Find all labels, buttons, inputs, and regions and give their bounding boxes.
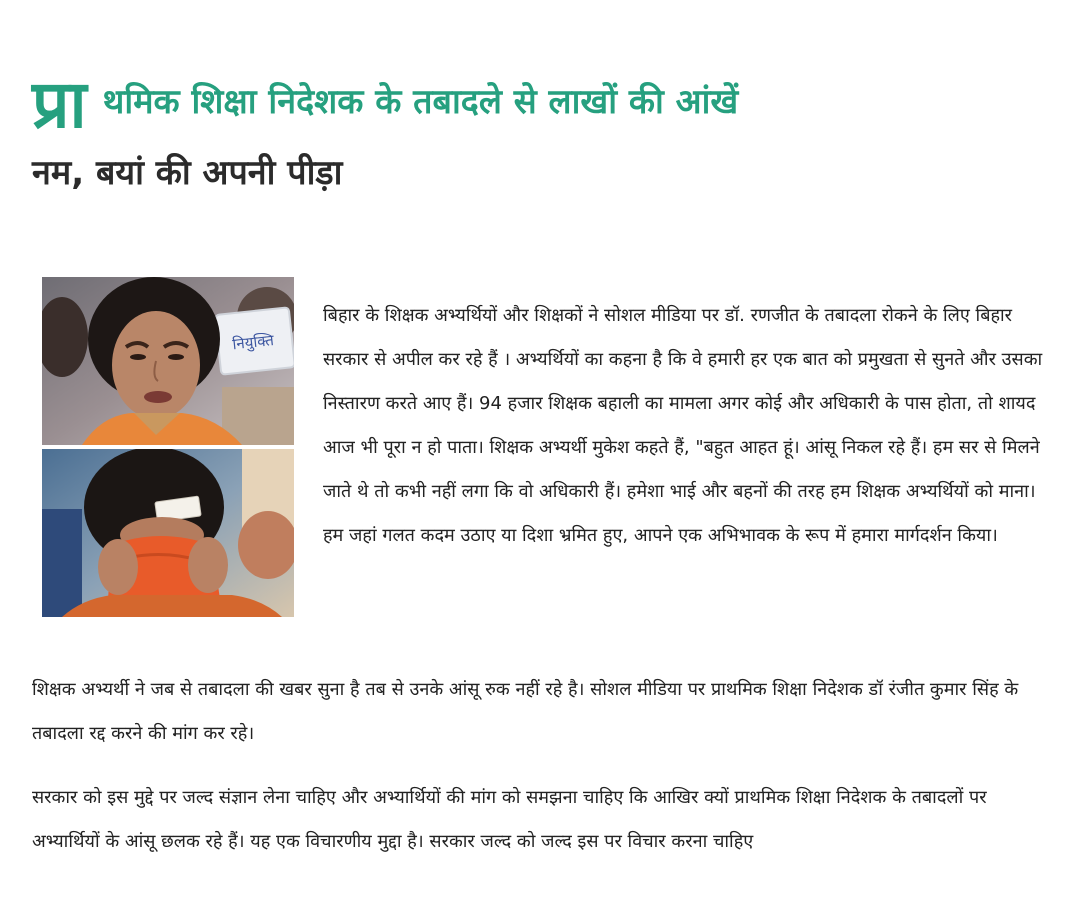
protest-sign [215,307,294,374]
article-paragraph-3: सरकार को इस मुद्दे पर जल्द संज्ञान लेना चाहिए और अभ्यार्थियों की मांग को समझना चाहिए कि आखिर क्यों प्राथमिक शिक्षा निदेशक के तबादलों पर अभ्यार्थियों के आंसू छलक रहे हैं। यह एक विचारणीय मुद्दा है। सरकार जल्द को जल्द इस पर विचार करना चाहिए [32,787,987,852]
article-headline [32,60,1052,198]
headline-first-line [32,60,1052,143]
headline-line-2: नम, बयां की अपनी पीड़ा [32,153,343,193]
headline-dropcap: प्रा [32,66,87,143]
article-paragraph-1: बिहार के शिक्षक अभ्यर्थियों और शिक्षकों ने सोशल मीडिया पर डॉ. रणजीत के तबादला रोकने के लिए बिहार सरकार से अपील कर रहे हैं । अभ्यर्थियों का कहना है कि वे हमारी हर एक बात को प्रमुखता से सुनते और उसका निस्तारण करते आए हैं। 94 हजार शिक्षक बहाली का मामला अगर कोई और अधिकारी के पास होता, तो शायद आज भी पूरा न हो पाता। शिक्षक अभ्यर्थी मुकेश कहते हैं, "बहुत आहत हूं। आंसू निकल रहे हैं। हम सर से मिलने जाते थे तो कभी नहीं लगा कि वो अधिकारी हैं। हमेशा भाई और बहनों की तरह हम शिक्षक अभ्यर्थियों को माना। हम जहां गलत कदम उठाए या दिशा भ्रमित हुए, आपने एक अभिभावक के रूप में हमारा मार्गदर्शन किया। [323,305,1043,546]
protest-sign-text: नियुक्ति [231,331,275,354]
headline-line-1: थमिक शिक्षा निदेशक के तबादले से लाखों की आंखें [102,82,739,122]
article-paragraph-2: शिक्षक अभ्यर्थी ने जब से तबादला की खबर सुना है तब से उनके आंसू रुक नहीं रहे है। सोशल मीडिया पर प्राथमिक शिक्षा निदेशक डॉ रंजीत कुमार सिंह के तबादला रद्द करने की मांग कर रहे। [32,679,1019,744]
news-photo-collage [42,277,294,617]
photo-crying-candidate [42,277,294,445]
photo-candidate-wiping-tears [42,449,294,617]
